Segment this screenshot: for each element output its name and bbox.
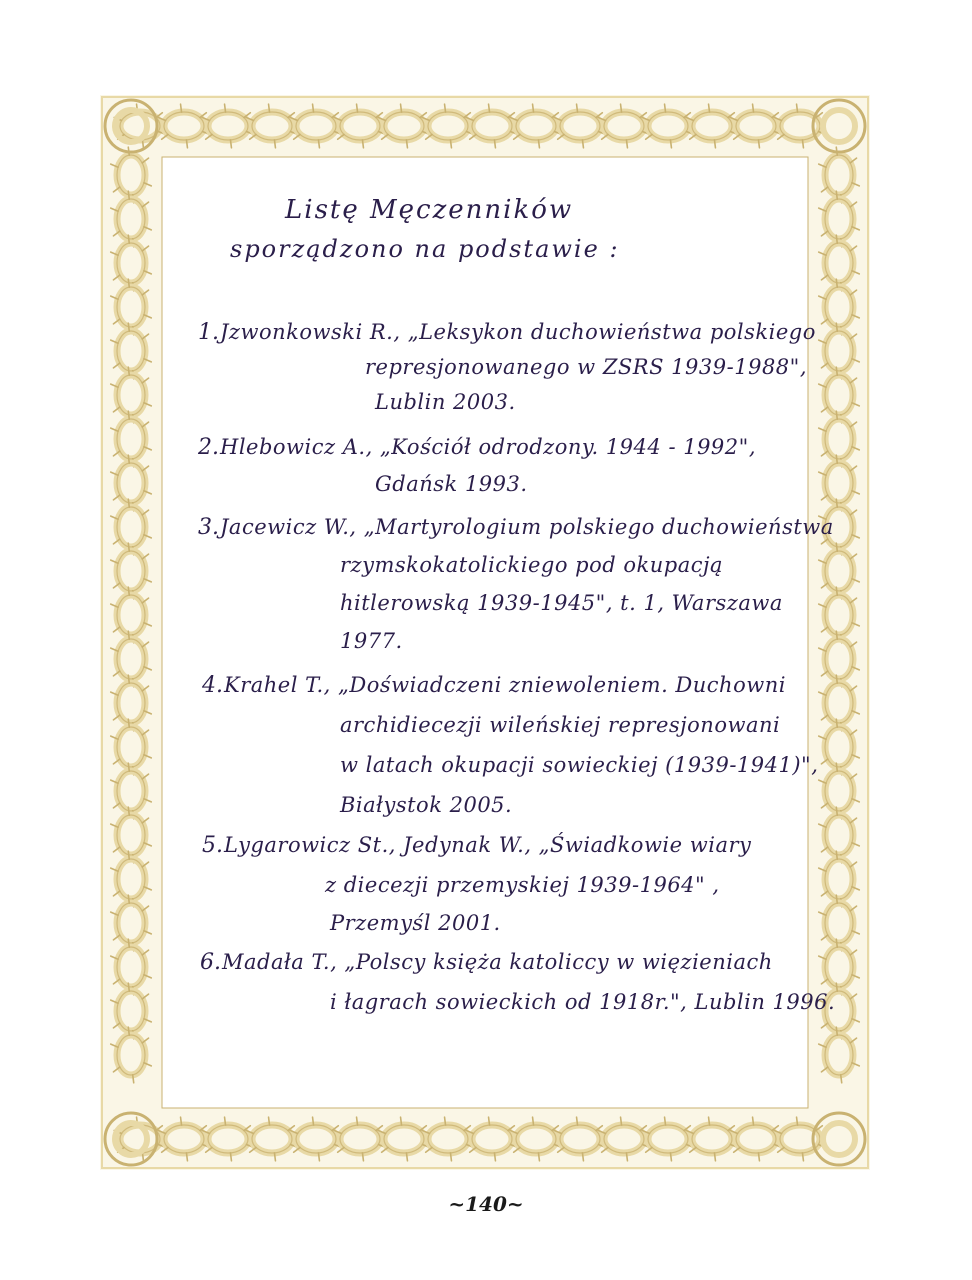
handwritten-document: [160, 185, 836, 1065]
heading-line-1: Listę Męczenników: [285, 195, 574, 225]
reference-number: 4.: [202, 673, 223, 698]
reference-line: Przemyśl 2001.: [330, 911, 501, 935]
reference-line: represjonowanego w ZSRS 1939-1988",: [365, 355, 808, 379]
reference-line: w latach okupacji sowieckiej (1939-1941)",: [340, 753, 819, 777]
reference-number: 1.: [198, 320, 219, 345]
reference-line: 1977.: [340, 629, 403, 653]
reference-line: hitlerowską 1939-1945", t. 1, Warszawa: [340, 591, 783, 615]
reference-line: Białystok 2005.: [340, 793, 513, 817]
reference-line: Jacewicz W., „Martyrologium polskiego duchowieństwa: [220, 515, 834, 539]
reference-line: rzymskokatolickiego pod okupacją: [340, 553, 724, 577]
reference-line: Lygarowicz St., Jedynak W., „Świadkowie wiary: [224, 833, 752, 857]
reference-number: 2.: [198, 435, 219, 460]
reference-number: 6.: [200, 950, 221, 975]
heading-line-2: sporządzono na podstawie :: [230, 235, 620, 263]
reference-line: Jzwonkowski R., „Leksykon duchowieństwa polskiego: [220, 320, 816, 344]
reference-line: Krahel T., „Doświadczeni zniewoleniem. Duchowni: [224, 673, 786, 697]
reference-line: Madała T., „Polscy księża katoliccy w więzieniach: [222, 950, 773, 974]
reference-line: Hlebowicz A., „Kościół odrodzony. 1944 - 1992",: [220, 435, 756, 459]
reference-number: 5.: [202, 833, 223, 858]
reference-line: Lublin 2003.: [375, 390, 516, 414]
reference-line: z diecezji przemyskiej 1939-1964" ,: [325, 873, 720, 897]
reference-number: 3.: [198, 515, 219, 540]
page-number: ~140~: [448, 1192, 524, 1216]
reference-line: i łagrach sowieckich od 1918r.", Lublin 1996.: [330, 990, 836, 1014]
reference-line: archidiecezji wileńskiej represjonowani: [340, 713, 781, 737]
reference-line: Gdańsk 1993.: [375, 472, 528, 496]
